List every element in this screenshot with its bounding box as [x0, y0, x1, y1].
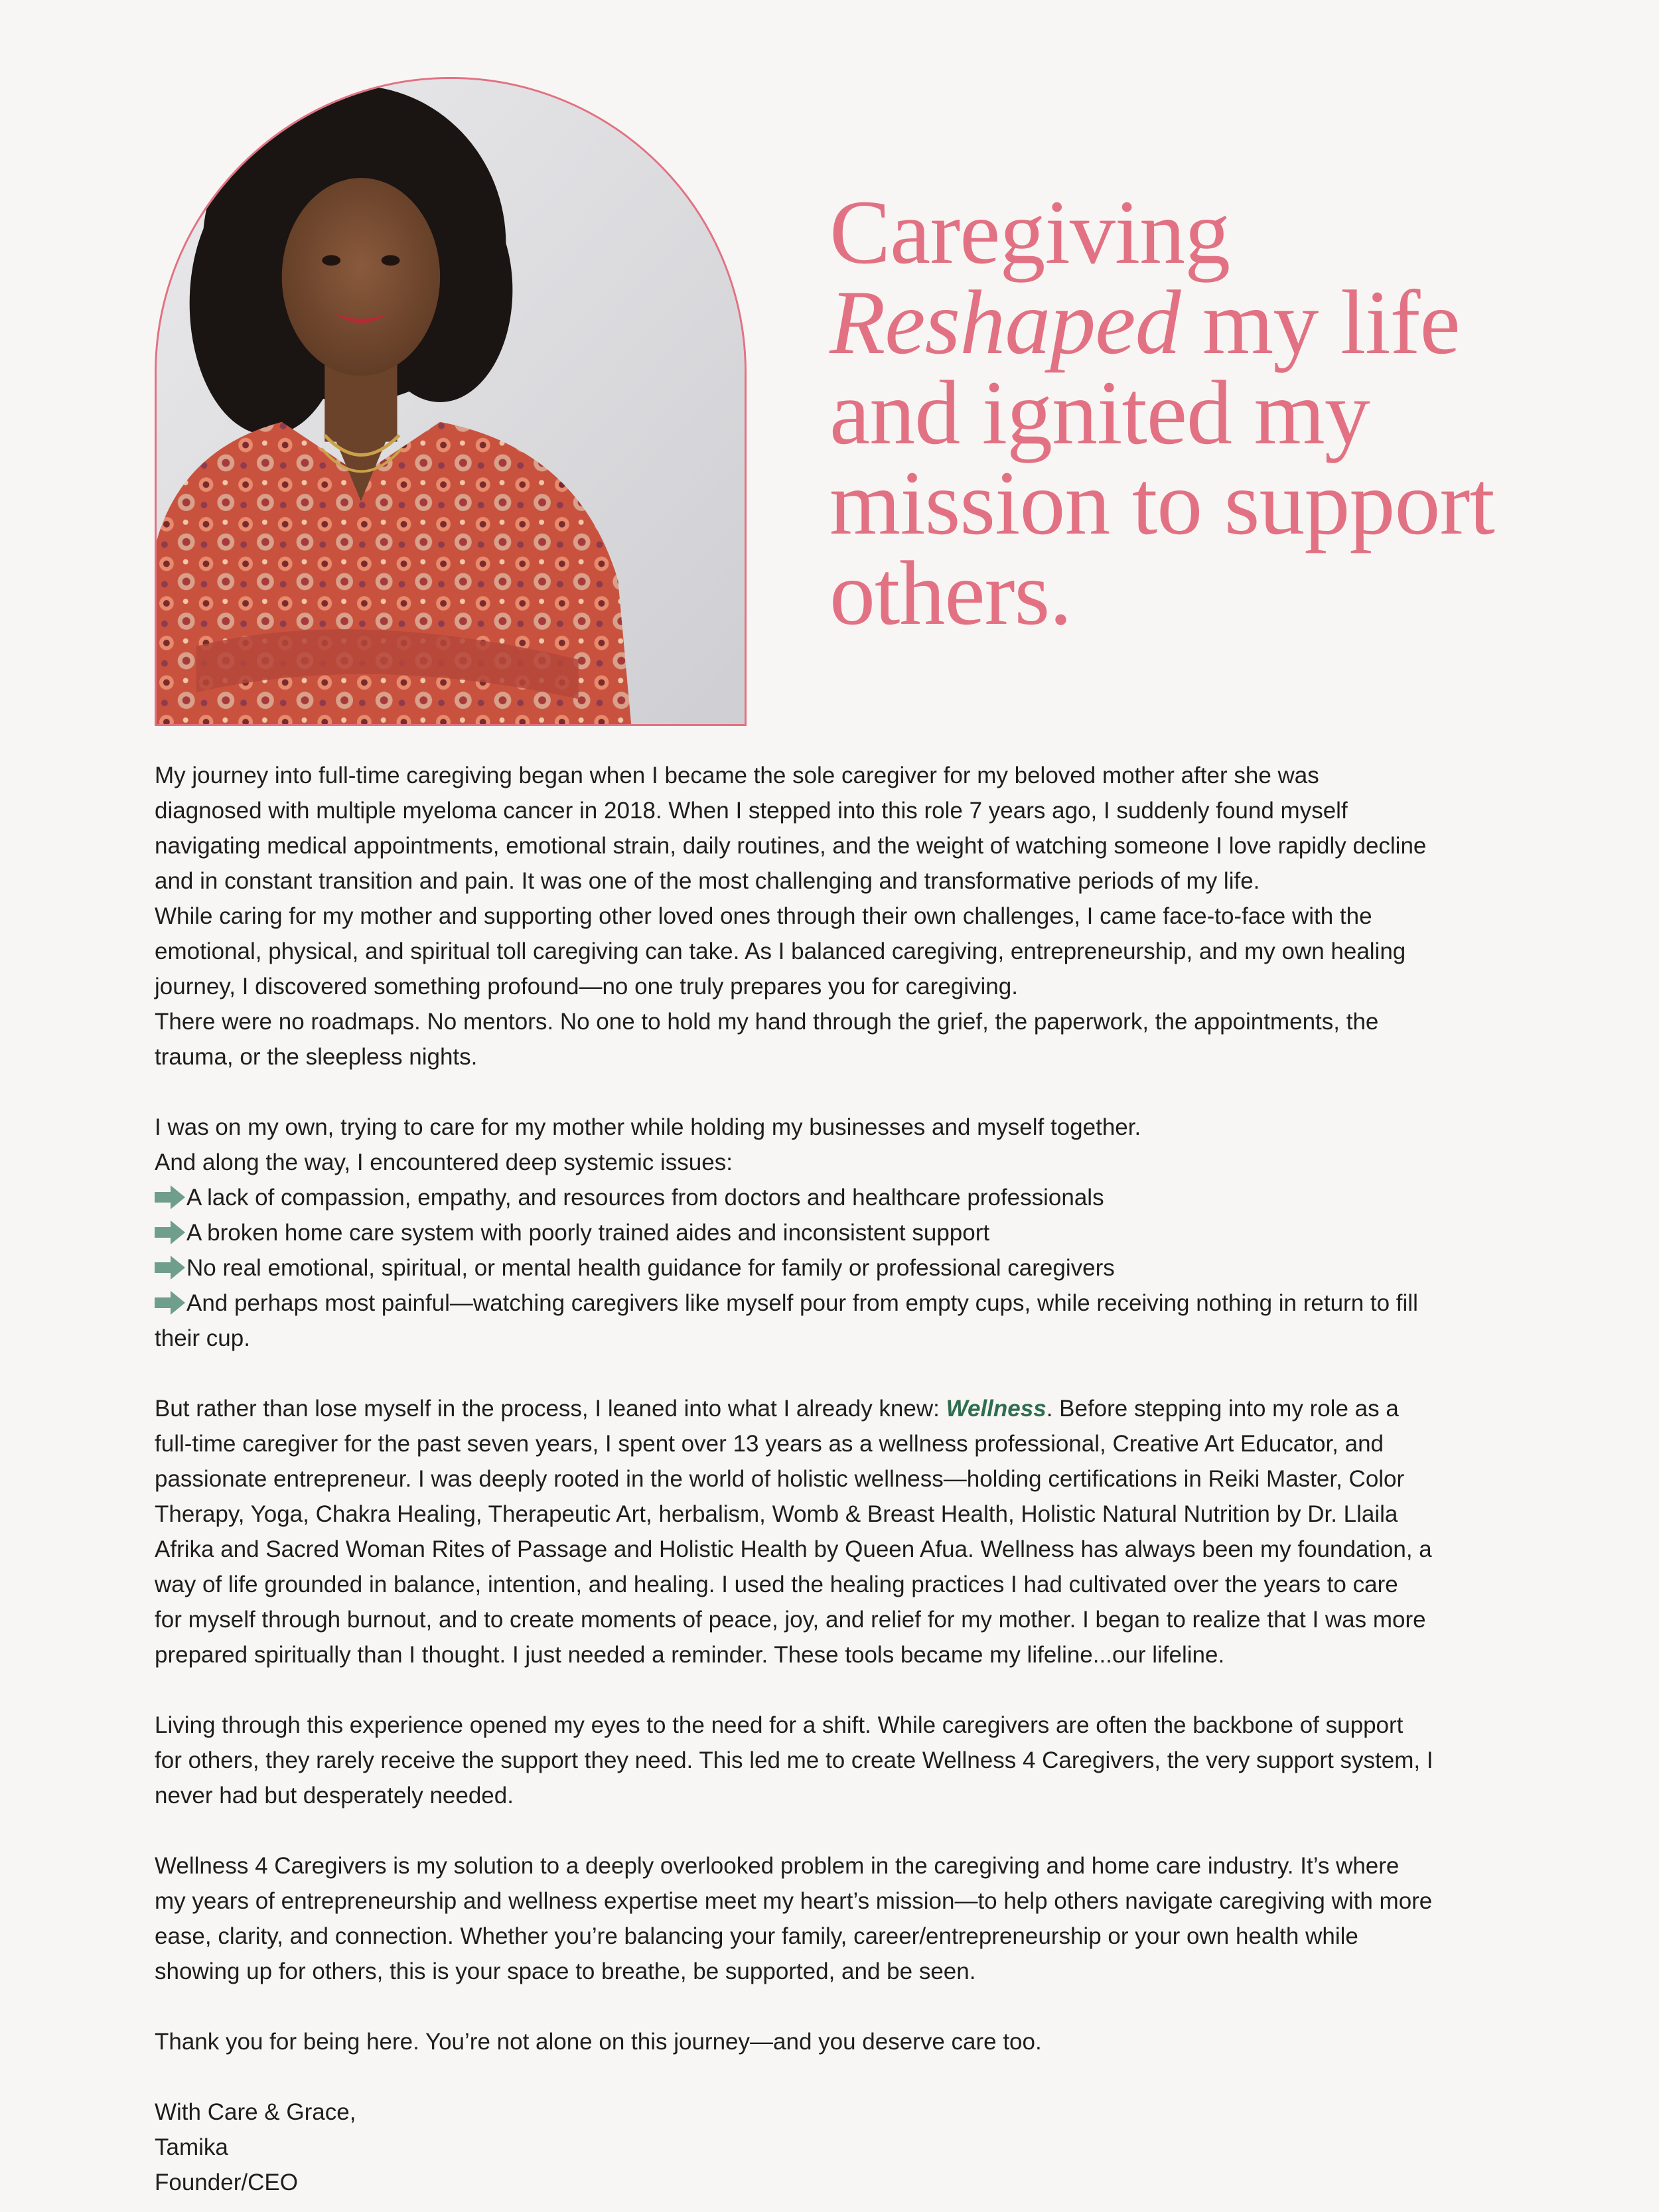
- list-item-text: A lack of compassion, empathy, and resources from doctors and healthcare professionals: [186, 1185, 1104, 1211]
- list-item: [155, 1286, 1508, 1321]
- list-item: [155, 1215, 1508, 1250]
- headline-line-2-rest: my life: [1180, 271, 1460, 373]
- story-paragraph-6: [155, 1708, 1508, 1813]
- arrow-right-icon: [155, 1291, 185, 1315]
- story-paragraph-5: [155, 1391, 1508, 1672]
- headline: [830, 181, 1559, 644]
- text-line: My journey into full-time caregiving began when I became the sole caregiver for my beloved mother after she was: [155, 763, 1319, 788]
- text-line: full-time caregiver for the past seven years, I spent over 13 years as a wellness professional, Creative Art Educator, and: [155, 1431, 1384, 1457]
- closing-line: With Care & Grace,: [155, 2099, 356, 2125]
- story-paragraph-4: [155, 1110, 1508, 1180]
- text-line: [155, 1391, 1508, 1426]
- story-paragraph-3: [155, 1004, 1508, 1074]
- list-item: [155, 1250, 1508, 1286]
- list-item-continuation: their cup.: [155, 1325, 250, 1351]
- text-line: way of life grounded in balance, intention, and healing. I used the healing practices I had cultivated over the years to care: [155, 1572, 1398, 1597]
- text-line: While caring for my mother and supporting other loved ones through their own challenges, I came face-to-face with the: [155, 903, 1372, 929]
- text-line: Living through this experience opened my eyes to the need for a shift. While caregivers are often the backbone of support: [155, 1712, 1404, 1738]
- text-line: And along the way, I encountered deep systemic issues:: [155, 1149, 733, 1175]
- text-line: Wellness 4 Caregivers is my solution to a deeply overlooked problem in the caregiving and home care industry. It’s where: [155, 1853, 1400, 1879]
- signature-block: [155, 2095, 1508, 2200]
- story-paragraph-8: Thank you for being here. You’re not alone on this journey—and you deserve care too.: [155, 2029, 1042, 2055]
- headline-line-5: others.: [830, 542, 1072, 644]
- arrow-right-icon: [155, 1220, 185, 1244]
- text-line: showing up for others, this is your space to breathe, be supported, and be seen.: [155, 1958, 976, 1984]
- issues-list: [155, 1180, 1508, 1356]
- text-line: navigating medical appointments, emotional strain, daily routines, and the weight of watching someone I love rapidly decline: [155, 833, 1427, 859]
- headline-line-1: Caregiving: [830, 181, 1230, 283]
- text-line: journey, I discovered something profound—no one truly prepares you for caregiving.: [155, 974, 1018, 999]
- text-line: for others, they rarely receive the support they need. This led me to create Wellness 4 Caregivers, the very support system, I: [155, 1747, 1433, 1773]
- list-item: [155, 1180, 1508, 1215]
- wellness-highlight: Wellness: [946, 1396, 1046, 1422]
- arrow-right-icon: [155, 1185, 185, 1209]
- story-body: [155, 758, 1508, 2200]
- arrow-right-icon: [155, 1256, 185, 1280]
- text-line: and in constant transition and pain. It was one of the most challenging and transformative periods of my life.: [155, 868, 1260, 894]
- text-line: my years of entrepreneurship and wellness expertise meet my heart’s mission—to help others navigate caregiving with more: [155, 1888, 1433, 1914]
- signature-name: Tamika: [155, 2134, 228, 2160]
- text-line: for myself through burnout, and to create moments of peace, joy, and relief for my mother. I began to realize that I was more: [155, 1607, 1426, 1633]
- headline-line-3: and ignited my: [830, 362, 1370, 463]
- list-item-text: And perhaps most painful—watching caregivers like myself pour from empty cups, while receiving nothing in return to fill: [186, 1290, 1418, 1316]
- text-line: Afrika and Sacred Woman Rites of Passage and Holistic Health by Queen Afua. Wellness has always been my foundation, a: [155, 1536, 1432, 1562]
- text-line: There were no roadmaps. No mentors. No one to hold my hand through the grief, the paperwork, the appointments, the: [155, 1009, 1379, 1035]
- list-item-text: A broken home care system with poorly trained aides and inconsistent support: [186, 1220, 990, 1246]
- wellness-lead: But rather than lose myself in the process, I leaned into what I already knew:: [155, 1396, 946, 1422]
- text-line: diagnosed with multiple myeloma cancer in 2018. When I stepped into this role 7 years ago, I suddenly found myself: [155, 798, 1348, 824]
- story-paragraph-7: [155, 1848, 1508, 1989]
- text-line: emotional, physical, and spiritual toll caregiving can take. As I balanced caregiving, entrepreneurship, and my own healing: [155, 938, 1406, 964]
- text-line: prepared spiritually than I thought. I just needed a reminder. These tools became my lifeline...our lifeline.: [155, 1642, 1225, 1668]
- headline-line-2: [830, 271, 1559, 373]
- text-line: Therapy, Yoga, Chakra Healing, Therapeutic Art, herbalism, Womb & Breast Health, Holistic Natural Nutrition by Dr. Llaila: [155, 1501, 1398, 1527]
- text-line: never had but desperately needed.: [155, 1783, 514, 1808]
- headline-line-4: mission to support: [830, 452, 1494, 553]
- story-paragraph-2: [155, 899, 1508, 1004]
- list-item-text: No real emotional, spiritual, or mental health guidance for family or professional caregivers: [186, 1255, 1115, 1281]
- portrait-illustration: [157, 79, 745, 724]
- founder-portrait: [155, 77, 747, 726]
- story-paragraph-1: [155, 758, 1508, 899]
- text-line: passionate entrepreneur. I was deeply rooted in the world of holistic wellness—holding certifications in Reiki Master, Color: [155, 1466, 1405, 1492]
- wellness-tail: . Before stepping into my role as a: [1046, 1396, 1399, 1422]
- headline-italic-word: Reshaped: [830, 271, 1181, 373]
- text-line: trauma, or the sleepless nights.: [155, 1044, 478, 1070]
- text-line: ease, clarity, and connection. Whether you’re balancing your family, career/entrepreneurship or your own health while: [155, 1923, 1358, 1949]
- signature-role: Founder/CEO: [155, 2170, 298, 2195]
- text-line: I was on my own, trying to care for my mother while holding my businesses and myself together.: [155, 1114, 1141, 1140]
